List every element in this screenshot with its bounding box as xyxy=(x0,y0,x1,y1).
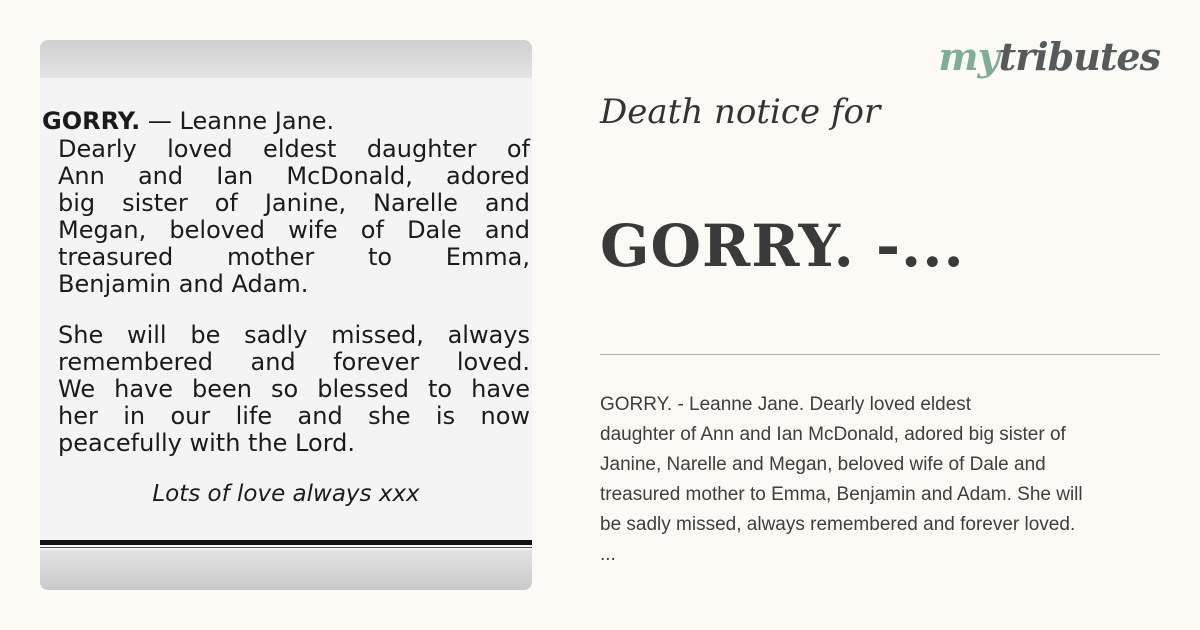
notice-rule xyxy=(40,540,532,545)
notice-surname: GORRY. xyxy=(42,107,141,135)
excerpt-ellipsis: ... xyxy=(600,544,616,565)
logo-my: my xyxy=(938,34,999,79)
notice-excerpt xyxy=(600,390,1180,570)
notice-line: We have been so blessed to have xyxy=(58,375,530,403)
notice-line: Megan, beloved wife of Dale and xyxy=(58,216,530,244)
divider xyxy=(600,354,1160,355)
excerpt-line: Janine, Narelle and Megan, beloved wife of Dale and xyxy=(600,454,1046,475)
notice-line: big sister of Janine, Narelle and xyxy=(58,189,530,217)
notice-line: treasured mother to Emma, xyxy=(58,243,530,271)
excerpt-line: GORRY. - Leanne Jane. Dearly loved eldest xyxy=(600,394,972,415)
notice-line: Ann and Ian McDonald, adored xyxy=(58,162,530,190)
excerpt-line: treasured mother to Emma, Benjamin and Adam. She will xyxy=(600,484,1083,505)
mytributes-logo xyxy=(938,34,1160,79)
notice-scan-bottom-band xyxy=(40,550,532,590)
notice-given-names: — Leanne Jane. xyxy=(140,107,335,135)
logo-tributes: tributes xyxy=(998,34,1160,79)
page-title: GORRY. -... xyxy=(600,212,965,280)
notice-line: her in our life and she is now xyxy=(58,402,530,430)
notice-heading-line xyxy=(42,108,334,135)
notice-line: Benjamin and Adam. xyxy=(58,270,309,298)
notice-signoff: Lots of love always xxx xyxy=(152,481,420,507)
excerpt-line: daughter of Ann and Ian McDonald, adored big sister of xyxy=(600,424,1066,445)
notice-rule-thin xyxy=(40,547,532,548)
notice-line: peacefully with the Lord. xyxy=(58,429,355,457)
page-subtitle: Death notice for xyxy=(600,92,881,132)
notice-line: She will be sadly missed, always xyxy=(58,321,530,349)
death-notice-image xyxy=(40,40,532,590)
notice-line: remembered and forever loved. xyxy=(58,348,530,376)
notice-line: Dearly loved eldest daughter of xyxy=(58,135,530,163)
notice-scan-top-band xyxy=(40,40,532,78)
excerpt-line: be sadly missed, always remembered and forever loved. xyxy=(600,514,1076,535)
